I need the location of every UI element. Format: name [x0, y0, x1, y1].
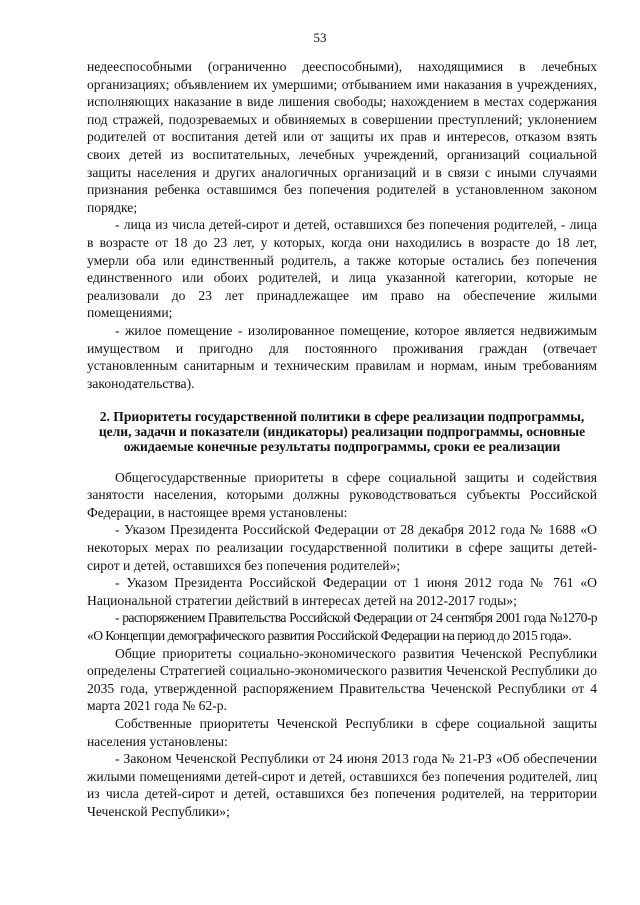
general-priorities: Общие приоритеты социально-экономического развития Чеченской Республики определены Стратегией социально-экономического развития Чеченской Республики до 2035 года, утвержденной распоряжением Правительства Чеченской Республики от 4 марта 2021 года № 62-р. [87, 645, 597, 714]
section-heading: 2. Приоритеты государственной политики в сфере реализации подпрограммы, цели, задачи и показатели (индикаторы) реализации подпрограммы, основные ожидаемые конечные результаты подпрограммы, сроки ее реализации [98, 409, 586, 454]
federal-item-order-1270: - распоряжением Правительства Российской Федерации от 24 сентября 2001 года №1270-р «О Концепции демографического развития Российской Федерации на период до 2015 года». [87, 610, 597, 644]
federal-priorities-intro: Общегосударственные приоритеты в сфере социальной защиты и содействия занятости населения, которыми должны руководствоваться субъекты Российской Федерации, в настоящее время установлены: [87, 469, 597, 520]
document-body [87, 58, 597, 821]
definition-living-premises: - жилое помещение - изолированное помещение, которое является недвижимым имуществом и пригодно для постоянного проживания граждан (отвечает установленным санитарным и техническим правилам и нормам, иным требованиям законодательства). [87, 322, 597, 391]
own-priorities-intro: Собственные приоритеты Чеченской Республики в сфере социальной защиты населения установлены: [87, 715, 597, 749]
federal-item-decree-1688: - Указом Президента Российской Федерации от 28 декабря 2012 года № 1688 «О некоторых мерах по реализации государственной политики в сфере защиты детей-сирот и детей, оставшихся без попечения родителей»; [87, 522, 597, 573]
intro-paragraph: недееспособными (ограниченно дееспособными), находящимися в лечебных организациях; объявлением их умершими; отбыванием ими наказания в учреждениях, исполняющих наказание в виде лишения свободы; нахождением в местах содержания под стражей, подозреваемых и обвиняемых в совершении преступлений; уклонением родителей от воспитания детей или от защиты их прав и интересов, отказом взять своих детей из воспитательных, лечебных учреждений, организаций социальной защиты населения и других аналогичных организаций и в связи с иными случаями признания ребенка оставшимся без попечения родителей в установленном законом порядке; [87, 59, 597, 215]
definition-orphans-persons: - лица из числа детей-сирот и детей, оставшихся без попечения родителей, - лица в возрасте от 18 до 23 лет, у которых, когда они находились в возрасте до 18 лет, умерли оба или единственный родитель, а также которые остались без попечения единственного или обоих родителей, и лица указанной категории, которые не реализовали до 23 лет принадлежащее им право на обеспечение жилыми помещениями; [87, 217, 597, 321]
federal-item-decree-761: - Указом Президента Российской Федерации от 1 июня 2012 года № 761 «О Национальной стратегии действий в интересах детей на 2012-2017 годы»; [87, 575, 597, 608]
own-item-law-21-rz: - Законом Чеченской Республики от 24 июня 2013 года № 21-РЗ «Об обеспечении жилыми помещениями детей-сирот и детей, оставшихся без попечения родителей, лиц из числа детей-сирот и детей, оставшихся без попечения родителей, на территории Чеченской Республики»; [87, 751, 597, 819]
page-number: 53 [313, 30, 327, 45]
